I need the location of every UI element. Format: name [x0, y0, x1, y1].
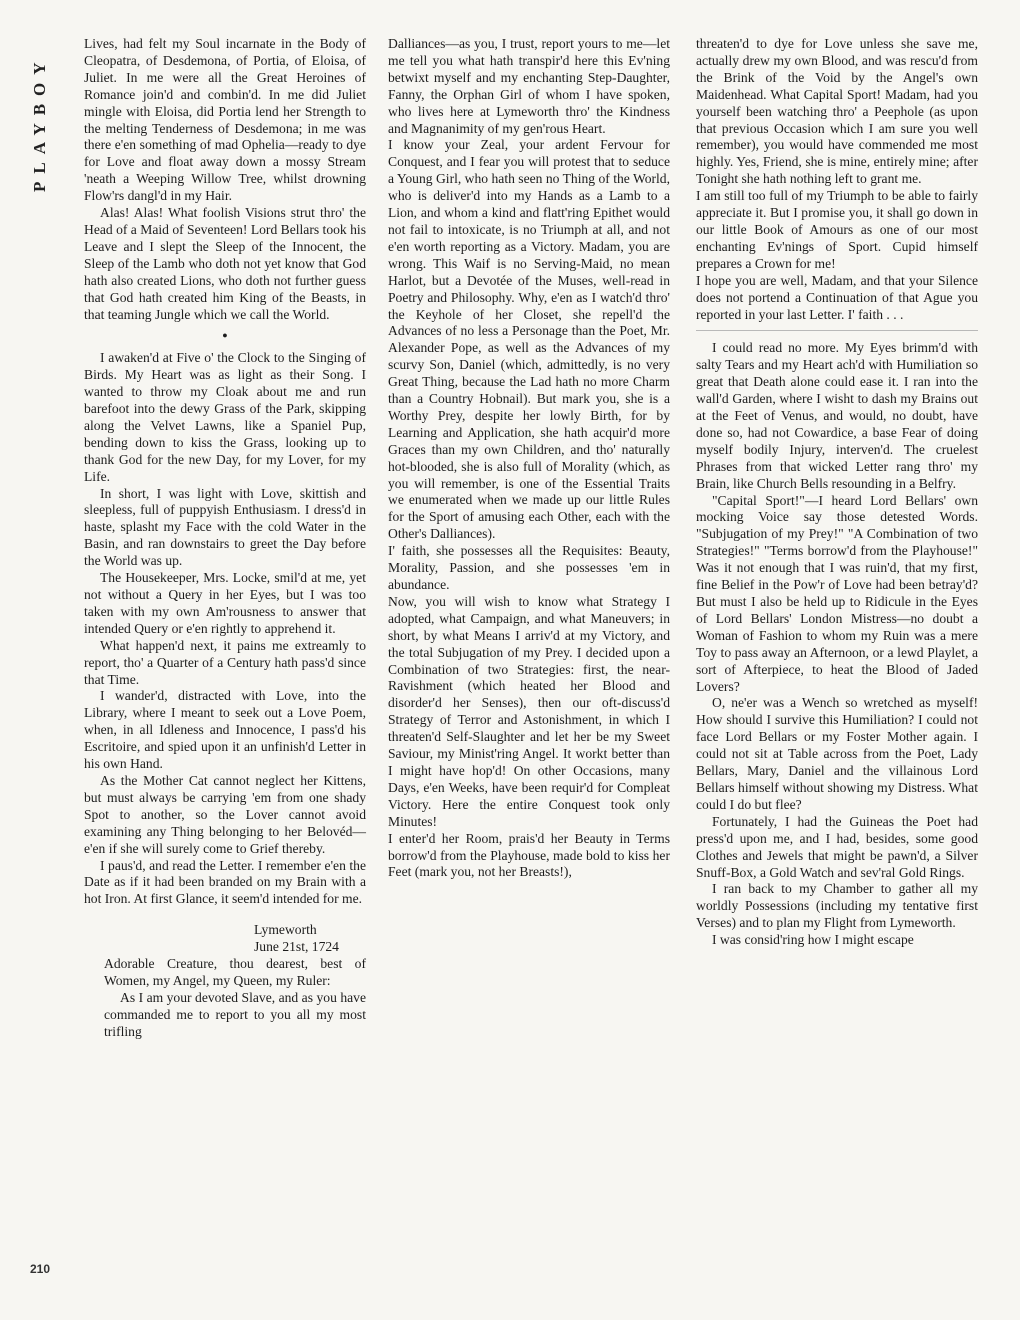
- letter-paragraph: I enter'd her Room, prais'd her Beauty in Terms borrow'd from the Playhouse, made bold to kiss her Feet (mark you, not her Breasts!),: [388, 830, 670, 880]
- paragraph: Alas! Alas! What foolish Visions strut thro' the Head of a Maid of Seventeen! Lord Bellars took his Leave and I slept the Sleep of the Innocent, the Sleep of the Lamb who doth not yet know that God hath also created Lions, who doth not further guess that God hath created him King of the Beasts, in that teaming Jungle which we call the World.: [84, 205, 366, 322]
- paragraph: The Housekeeper, Mrs. Locke, smil'd at me, yet not without a Query in her Eyes, but I was too taken with my own Am'rousness to answer that intended Query or e'en rightly to apprehend it.: [84, 570, 366, 636]
- text-column-3: [696, 36, 978, 949]
- letter-paragraph: threaten'd to dye for Love unless she save me, actually drew my own Blood, and was rescu'd from the Brink of the Void by the Angel's own Maidenhead. What Capital Sport! Madam, had you yourself been watching thro' a Peephole (as upon that previous Occasion which I am sure you well remember), you would have commended me most highly. Yes, Friend, she is mine, entirely mine; after Tonight she hath nothing left to grant me.: [696, 36, 978, 187]
- text-column-2: [388, 36, 670, 881]
- text-column-1: [84, 36, 366, 1041]
- page-number: 210: [30, 1262, 51, 1276]
- paragraph: Lives, had felt my Soul incarnate in the Body of Cleopatra, of Desdemona, of Portia, of Eloisa, of Juliet. In me were all the Great Heroines of Romance join'd and combin'd. In me did Juliet mingle with Eloisa, did Portia lend her Strength to the melting Tenderness of Desdemona; in me was there e'en something of mad Ophelia—ready to dye for Love and float away down a mossy Stream 'neath a Weeping Willow Tree, whilst drowning Flow'rs dangl'd in my Hair.: [84, 36, 366, 204]
- letter-paragraph: Dalliances—as you, I trust, report yours to me—let me tell you what hath transpir'd here this Ev'ning betwixt myself and my enchanting Step-Daughter, Fanny, the Orphan Girl of whom I have spoken, who lives here at Lymeworth thro' the Kindness and Magnanimity of my gen'rous Heart.: [388, 36, 670, 136]
- masthead-text: PLAYBOY: [30, 54, 49, 192]
- paragraph: "Capital Sport!"—I heard Lord Bellars' own mocking Voice say those detested Words. "Subjugation of my Prey!" "A Combination of two Strategies!" "Terms borrow'd from the Playhouse!" Was it not enough that I was ruin'd, that my first, fine Belief in the Pow'r of Love had been betray'd? But must I also be held up to Ridicule in the Eyes of Lord Bellars' London Mistress—no doubt a Woman of Fashion to whom my Ruin was a mere Toy to pass away an Afternoon, or a lewd Playlet, a sort of Afterpiece, to heat the Blood of Jaded Lovers?: [696, 492, 978, 694]
- letter-body-continued: [696, 36, 978, 323]
- letter-date: June 21st, 1724: [254, 939, 339, 955]
- letter-paragraph: I am still too full of my Triumph to be able to fairly appreciate it. But I promise you, it shall go down in our little Book of Amours as one of our most enchanting Ev'nings of Sport. Cupid himself prepares a Crown for me!: [696, 188, 978, 271]
- paragraph: I could read no more. My Eyes brimm'd with salty Tears and my Heart ach'd with Humiliation so great that Death alone could ease it. I ran into the wall'd Garden, where I wisht to dash my Brains out at the Feet of Venus, and would, no doubt, have done so, had not Cowardice, a base Fear of doing myself bodily Injury, interven'd. The cruelest Phrases from that wicked Letter rang thro' my Brain, like Church Bells resounding in a Belfry.: [696, 340, 978, 491]
- paragraph: What happen'd next, it pains me extreamly to report, tho' a Quarter of a Century hath pass'd since that Time.: [84, 637, 366, 687]
- letter-place: Lymeworth: [254, 922, 317, 938]
- section-break-bullet: ●: [222, 330, 228, 341]
- paragraph: O, ne'er was a Wench so wretched as myself! How should I survive this Humiliation? I could not face Lord Bellars or my Foster Mother again. I could not sit at Table across from the Poet, Lady Bellars, Mary, Daniel and the villainous Lord Bellars himself without showing my Distress. What could I do but flee?: [696, 695, 978, 812]
- letter-body: [104, 956, 366, 1041]
- paragraph: As the Mother Cat cannot neglect her Kittens, but must always be carrying 'em from one shady Spot to another, so the Lover cannot avoid examining any Thing belonging to her Belovéd—e'en if she will surely come to Grief thereby.: [84, 772, 366, 856]
- paragraph: I awaken'd at Five o' the Clock to the Singing of Birds. My Heart was as light as their Song. I wanted to throw my Cloak about me and run barefoot into the dewy Grass of the Park, skipping along the Velvet Lawns, like a Spaniel Pup, bending down to kiss the Grass, looking up to thank God for the new Day, for my Lover, for my Life.: [84, 350, 366, 484]
- paragraph: Fortunately, I had the Guineas the Poet had press'd upon me, and I had, besides, some good Clothes and Jewels that might be pawn'd, a Silver Snuff-Box, a Gold Watch and sev'ral Gold Rings.: [696, 813, 978, 880]
- letter-body-continued: [388, 36, 670, 881]
- paragraph: I wander'd, distracted with Love, into the Library, where I meant to seek out a Love Poem, when, in all Idleness and Innocence, I pass'd his Escritoire, and spied upon it an unfinish'd Letter in his own Hand.: [84, 688, 366, 772]
- letter-paragraph: I' faith, she possesses all the Requisites: Beauty, Morality, Passion, and she possesses 'em in abundance.: [388, 543, 670, 592]
- paragraph: In short, I was light with Love, skittish and sleepless, full of puppyish Enthusiasm. I dress'd in haste, splasht my Face with the cold Water in the Basin, and ran downstairs to greet the Day before the World was up.: [84, 485, 366, 569]
- letter-end-divider: [696, 330, 978, 331]
- letter-paragraph: I know your Zeal, your ardent Fervour for Conquest, and I fear you will protest that to seduce a Young Girl, who hath seen no Thing of the World, who is deliver'd into my Hands as a Lamb to a Lion, and whom a kind and flatt'ring Epithet would not fail to intoxicate, is no Triumph at all, and not e'en worth reporting as a Victory. Madam, you are wrong. This Waif is no Serving-Maid, no mean Harlot, but a Devotée of the Muses, well-read in Poetry and Philosophy. Why, e'en as I watch'd thro' the Keyhole of her Closet, she repell'd the Advances of no less a Personage than the Poet, Mr. Alexander Pope, as well as the Advances of my scurvy Son, Daniel (which, admittedly, is no very Great Thing, because the Lad hath no more Charm than a Country Hobnail). But mark you, she is a Worthy Prey, despite her lowly Birth, for by Learning and Application, she hath acquir'd more Graces than my own Children, and tho' naturally hot-blooded, she is also full of Morality (which, as you will remember, is one of the Essential Traits we enumerated when we made up our little Rules for the Sport of amusing each Other, each with the Other's Dalliances).: [388, 137, 670, 542]
- letter-paragraph: As I am your devoted Slave, and as you have commanded me to report to you all my most trifling: [104, 989, 366, 1039]
- magazine-masthead: [18, 42, 74, 212]
- paragraph: I ran back to my Chamber to gather all my worldly Possessions (including my tentative first Verses) and to plan my Flight from Lymeworth.: [696, 881, 978, 931]
- letter-salutation: Adorable Creature, thou dearest, best of Women, my Angel, my Queen, my Ruler:: [104, 956, 366, 988]
- paragraph: I paus'd, and read the Letter. I remember e'en the Date as if it had been branded on my Brain with a hot Iron. At first Glance, it seem'd intended for me.: [84, 857, 366, 907]
- paragraph: I was consid'ring how I might escape: [712, 932, 914, 948]
- letter-paragraph: Now, you will wish to know what Strategy I adopted, what Campaign, and what Maneuvers; in short, by what Means I arriv'd at my Victory, and the total Subjugation of my Prey. I decided upon a Combination of two Strategies: first, the near-Ravishment (which heated her Blood and disorder'd her Senses), then our oft-discuss'd Strategy of Terror and Astonishment, in which I threaten'd Self-Slaughter and let her be my Sweet Saviour, my Minist'ring Angel. It workt better than I might have hop'd! On other Occasions, many Days, e'en Weeks, have been requir'd for Compleat Victory. Here the entire Conquest took only Minutes!: [388, 593, 670, 829]
- letter-closing-paragraph: I hope you are well, Madam, and that your Silence does not portend a Continuation of that Ague you reported in your last Letter. I' faith . . .: [696, 272, 978, 322]
